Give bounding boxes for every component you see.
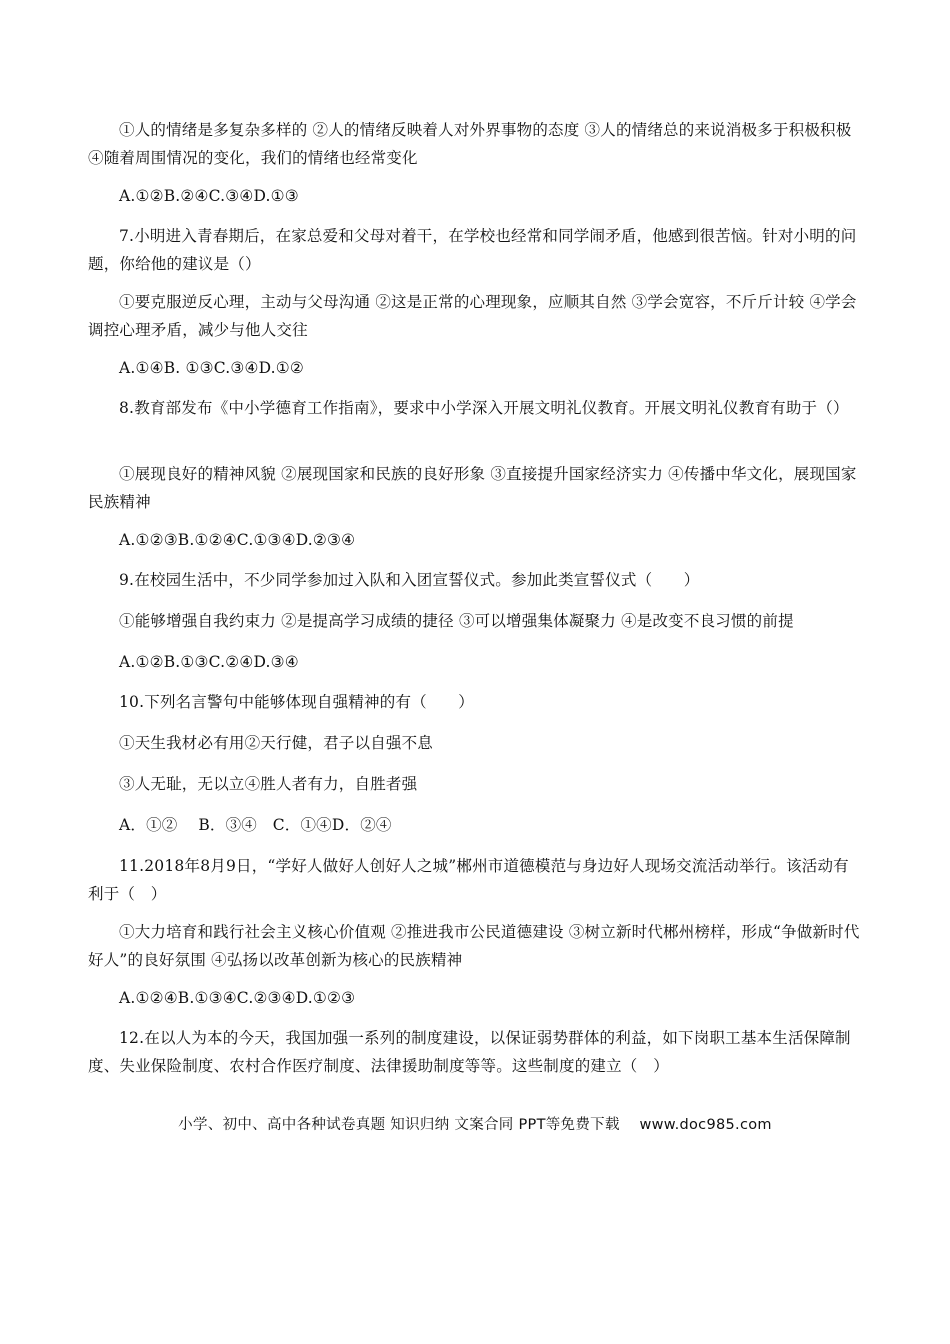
paragraph-q8-stem: 8.教育部发布《中小学德育工作指南》，要求中小学深入开展文明礼仪教育。开展文明礼仪教育有助于（） xyxy=(119,399,849,417)
paragraph-q11-stem: 11.2018年8月9日，“学好人做好人创好人之城”郴州市道德模范与身边好人现场交流活动举行。该活动有利于（ ） xyxy=(88,857,849,903)
paragraph-q10-stem: 10.下列名言警句中能够体现自强精神的有（ ） xyxy=(119,693,474,711)
paragraph-q9-choices: A.①②B.①③C.②④D.③④ xyxy=(119,653,299,671)
paragraph-q12-stem: 12.在以人为本的今天，我国加强一系列的制度建设，以保证弱势群体的利益，如下岗职工基本生活保障制度、失业保险制度、农村合作医疗制度、法律援助制度等等。这些制度的建立（ ） xyxy=(88,1029,851,1075)
paragraph-q7-options-text: ①要克服逆反心理，主动与父母沟通 ②这是正常的心理现象，应顺其自然 ③学会宽容，不斤斤计较 ④学会调控心理矛盾，减少与他人交往 xyxy=(88,293,857,339)
paragraph-q10-choices: A．①② B．③④ C．①④D．②④ xyxy=(119,816,392,834)
paragraph-q6-options-text: ①人的情绪是多复杂多样的 ②人的情绪反映着人对外界事物的态度 ③人的情绪总的来说消极多于积极积极 ④随着周围情况的变化，我们的情绪也经常变化 xyxy=(88,121,852,167)
paragraph-q10-options-line2: ③人无耻，无以立④胜人者有力，自胜者强 xyxy=(119,775,418,793)
paragraph-q11-options-text: ①大力培育和践行社会主义核心价值观 ②推进我市公民道德建设 ③树立新时代郴州榜样，形成“争做新时代好人”的良好氛围 ④弘扬以改革创新为核心的民族精神 xyxy=(88,923,860,969)
paragraph-q11-choices: A.①②④B.①③④C.②③④D.①②③ xyxy=(119,989,356,1007)
paragraph-q8-choices: A.①②③B.①②④C.①③④D.②③④ xyxy=(119,531,356,549)
paragraph-q10-options-line1: ①天生我材必有用②天行健，君子以自强不息 xyxy=(119,734,434,752)
paragraph-q8-options-text: ①展现良好的精神风貌 ②展现国家和民族的良好形象 ③直接提升国家经济实力 ④传播中华文化，展现国家民族精神 xyxy=(88,465,857,511)
paragraph-q9-stem: 9.在校园生活中，不少同学参加过入队和入团宣誓仪式。参加此类宣誓仪式（ ） xyxy=(119,571,700,589)
page-footer: 小学、初中、高中各种试卷真题 知识归纳 文案合同 PPT等免费下载 www.doc985.com xyxy=(178,1117,772,1133)
paragraph-q6-choices: A.①②B.②④C.③④D.①③ xyxy=(119,187,299,205)
paragraph-q7-choices: A.①④B. ①③C.③④D.①② xyxy=(119,359,304,377)
paragraph-q7-stem: 7.小明进入青春期后，在家总爱和父母对着干，在学校也经常和同学闹矛盾，他感到很苦恼。针对小明的问题，你给他的建议是（） xyxy=(88,227,857,273)
paragraph-q9-options-text: ①能够增强自我约束力 ②是提高学习成绩的捷径 ③可以增强集体凝聚力 ④是改变不良习惯的前提 xyxy=(119,612,794,630)
